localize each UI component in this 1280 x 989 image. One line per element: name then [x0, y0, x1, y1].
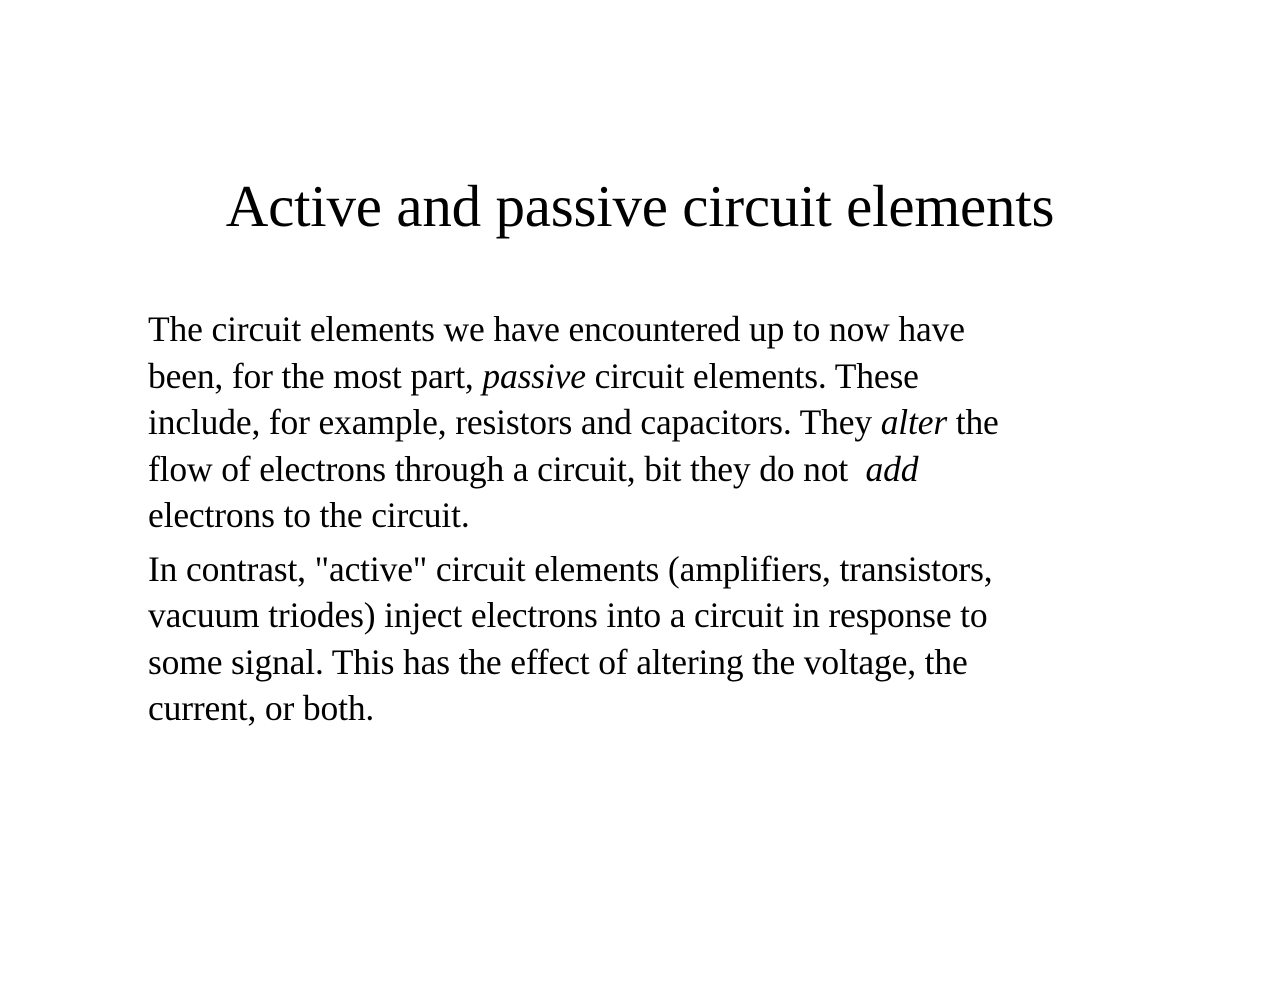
paragraph-line: current, or both. [148, 688, 375, 728]
emphasis-passive: passive [482, 355, 586, 396]
paragraph-active-elements [148, 546, 1148, 732]
paragraph-line [148, 446, 1148, 493]
line-text: been, for the most part, [148, 355, 483, 396]
line-text: flow of electrons through a circuit, bit they do not [148, 448, 866, 489]
line-text: the [947, 402, 999, 442]
paragraph-line: In contrast, "active" circuit elements (amplifiers, transistors, [148, 548, 993, 589]
paragraph-line: some signal. This has the effect of altering the voltage, the [148, 641, 968, 682]
line-text: electrons to the circuit. [148, 495, 470, 535]
paragraph-line [148, 306, 1148, 353]
emphasis-alter: alter [880, 402, 948, 442]
slide-body [148, 306, 1148, 732]
line-text: circuit elements. These [585, 355, 919, 396]
paragraph-passive-elements [148, 306, 1148, 539]
paragraph-line: vacuum triodes) inject electrons into a circuit in response to [148, 595, 988, 635]
paragraph-line [148, 353, 1148, 400]
emphasis-add: add [865, 448, 919, 489]
slide-title: Active and passive circuit elements [225, 173, 1055, 239]
paragraph-line [148, 399, 1148, 446]
line-text: The circuit elements we have encountered up to now have [148, 309, 965, 349]
paragraph-line [148, 492, 1148, 539]
line-text: include, for example, resistors and capacitors. They [148, 402, 881, 442]
